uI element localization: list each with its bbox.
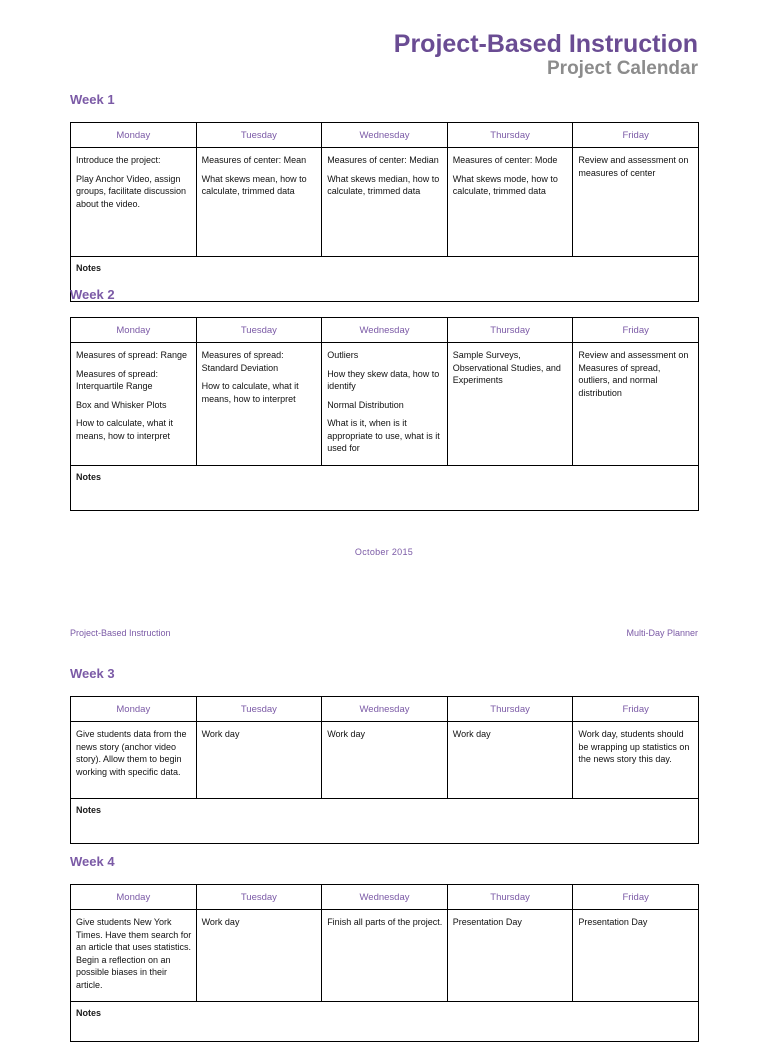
cell-text: Measures of center: Mean [201, 155, 307, 165]
footer-date: October 2015 [354, 547, 414, 557]
day-header-friday: Friday [573, 318, 699, 343]
day-cell-thursday [447, 148, 573, 257]
day-header-thursday: Thursday [447, 318, 573, 343]
day-cell-wednesday [322, 910, 448, 1002]
notes-cell: Notes [71, 257, 699, 302]
footer-right: Multi-Day Planner [626, 628, 698, 638]
cell-text: Box and Whisker Plots [76, 399, 167, 410]
notes-cell: Notes [71, 1002, 699, 1042]
day-header-wednesday: Wednesday [322, 318, 448, 343]
cell-text: Play Anchor Video, assign groups, facilitate discussion about the video. [76, 173, 187, 209]
week-1-heading: Week 1 [70, 92, 115, 107]
page-title: Project-Based Instruction [393, 30, 698, 58]
cell-text: Introduce the project: [76, 155, 161, 165]
day-header-thursday: Thursday [447, 697, 573, 722]
cell-text: Work day [452, 729, 491, 739]
week-2-heading: Week 2 [70, 287, 115, 302]
day-cell-friday [573, 722, 699, 799]
page-subtitle: Project Calendar [547, 58, 698, 79]
cell-text: Outliers [327, 350, 359, 360]
day-header-tuesday: Tuesday [196, 318, 322, 343]
cell-text: How to calculate, what it means, how to interpret [76, 418, 174, 441]
day-cell-monday [71, 343, 197, 466]
day-header-monday: Monday [71, 697, 197, 722]
cell-text: Measures of spread: Range [76, 350, 188, 360]
cell-text: Work day, students should be wrapping up statistics on the news story this day. [578, 729, 690, 764]
notes-cell: Notes [71, 465, 699, 510]
day-cell-monday [71, 722, 197, 799]
day-cell-monday [71, 148, 197, 257]
cell-text: What skews mode, how to calculate, trimmed data [452, 173, 558, 196]
day-cell-wednesday [322, 343, 448, 466]
week-2-table [70, 317, 699, 511]
day-cell-tuesday [196, 910, 322, 1002]
cell-text: How they skew data, how to identify [327, 368, 440, 391]
day-header-monday: Monday [71, 885, 197, 910]
cell-text: Measures of center: Mode [452, 155, 558, 165]
day-header-wednesday: Wednesday [322, 885, 448, 910]
day-cell-monday [71, 910, 197, 1002]
cell-text: What is it, when is it appropriate to use, what is it used for [327, 418, 440, 453]
day-cell-wednesday [322, 722, 448, 799]
day-header-monday: Monday [71, 318, 197, 343]
cell-text: Presentation Day [578, 917, 648, 927]
cell-text: Measures of center: Median [327, 155, 439, 165]
cell-text: Work day [201, 729, 240, 739]
week-3-heading: Week 3 [70, 666, 115, 681]
week-4-heading: Week 4 [70, 854, 115, 869]
day-cell-tuesday [196, 343, 322, 466]
day-cell-friday [573, 343, 699, 466]
week-1-table [70, 122, 699, 302]
day-cell-wednesday [322, 148, 448, 257]
cell-text: Presentation Day [452, 917, 522, 927]
cell-text: Work day [201, 917, 240, 927]
cell-text: Work day [327, 729, 366, 739]
cell-text: Measures of spread: Interquartile Range [76, 368, 159, 391]
day-cell-friday [573, 148, 699, 257]
day-header-wednesday: Wednesday [322, 123, 448, 148]
day-cell-thursday [447, 910, 573, 1002]
cell-text: What skews median, how to calculate, trimmed data [327, 173, 440, 196]
day-header-thursday: Thursday [447, 885, 573, 910]
day-header-tuesday: Tuesday [196, 885, 322, 910]
day-header-friday: Friday [573, 123, 699, 148]
day-header-friday: Friday [573, 885, 699, 910]
day-header-monday: Monday [71, 123, 197, 148]
cell-text: Normal Distribution [327, 399, 404, 410]
day-header-wednesday: Wednesday [322, 697, 448, 722]
day-cell-thursday [447, 343, 573, 466]
week-4-table [70, 884, 699, 1042]
week-3-table [70, 696, 699, 844]
cell-text: Finish all parts of the project. [327, 917, 443, 927]
day-header-tuesday: Tuesday [196, 123, 322, 148]
footer-left: Project-Based Instruction [70, 628, 171, 638]
cell-text: Give students data from the news story (anchor video story). Allow them to begin working with specific data. [76, 729, 187, 777]
cell-text: Sample Surveys, Observational Studies, and Experiments [452, 350, 561, 385]
notes-cell: Notes [71, 799, 699, 844]
cell-text: What skews mean, how to calculate, trimmed data [201, 173, 307, 196]
day-cell-tuesday [196, 148, 322, 257]
day-header-friday: Friday [573, 697, 699, 722]
day-cell-tuesday [196, 722, 322, 799]
cell-text: Give students New York Times. Have them search for an article that uses statistics. Begin a reflection on an possible biases in their article. [76, 917, 192, 990]
day-header-thursday: Thursday [447, 123, 573, 148]
day-cell-friday [573, 910, 699, 1002]
cell-text: Measures of spread: Standard Deviation [201, 350, 284, 373]
day-cell-thursday [447, 722, 573, 799]
day-header-tuesday: Tuesday [196, 697, 322, 722]
cell-text: Review and assessment on measures of center [578, 155, 689, 178]
cell-text: How to calculate, what it means, how to interpret [201, 381, 299, 404]
cell-text: Review and assessment on Measures of spread, outliers, and normal distribution [578, 350, 689, 398]
